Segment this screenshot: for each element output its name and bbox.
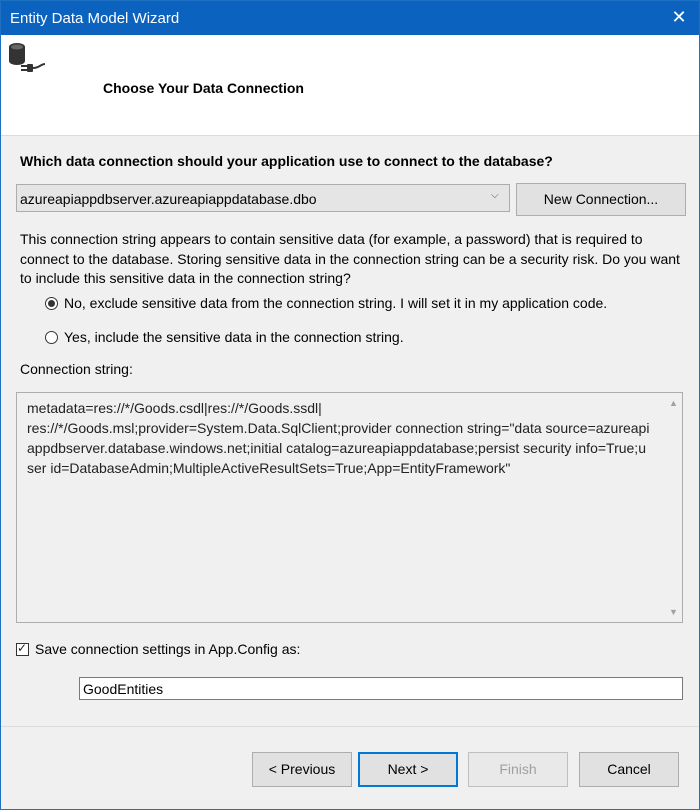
save-settings-label: Save connection settings in App.Config as:: [35, 641, 301, 657]
scroll-up-icon[interactable]: ▲: [669, 398, 678, 408]
save-settings-checkbox[interactable]: [16, 643, 29, 656]
finish-button[interactable]: [468, 752, 568, 787]
window-title: Entity Data Model Wizard: [10, 10, 180, 27]
scroll-down-icon[interactable]: ▼: [669, 607, 678, 617]
connection-string-label: Connection string:: [20, 361, 133, 377]
connection-question: Which data connection should your application use to connect to the database?: [20, 153, 553, 169]
cancel-button[interactable]: [579, 752, 679, 787]
new-connection-button[interactable]: [516, 183, 686, 216]
sensitive-data-warning: This connection string appears to contain sensitive data (for example, a password) that is required to connect to the database. Storing sensitive data in the connection string can be a security risk. Do you want to include this sensitive data in the connection string?: [20, 231, 680, 286]
cancel-label: Cancel: [607, 761, 651, 777]
new-connection-label: New Connection...: [543, 191, 659, 207]
include-sensitive-label: Yes, include the sensitive data in the connection string.: [64, 329, 404, 345]
radio-exclude[interactable]: [45, 297, 58, 310]
exclude-sensitive-label: No, exclude sensitive data from the connection string. I will set it in my application code.: [64, 295, 608, 311]
save-settings-option[interactable]: [16, 641, 300, 657]
include-sensitive-option[interactable]: [45, 327, 404, 347]
database-plug-icon: [5, 39, 49, 79]
connection-string-text: metadata=res://*/Goods.csdl|res://*/Goods.ssdl| res://*/Goods.msl;provider=System.Data.SqlClient;provider connection string="data source=azureapiappdbserver.database.windows.net;initial catalog=azureapiappdatabase;persist security info=True;user id=DatabaseAdmin;MultipleActiveResultSets=True;App=EntityFramework": [27, 400, 650, 476]
next-label: Next >: [387, 761, 429, 777]
previous-button[interactable]: [252, 752, 352, 787]
chevron-down-icon: ⌵: [491, 190, 499, 201]
close-icon[interactable]: ✕: [671, 7, 687, 27]
title-bar: [1, 1, 699, 35]
exclude-sensitive-option[interactable]: [45, 293, 607, 313]
connection-string-scrollbar[interactable]: [665, 393, 682, 622]
next-button[interactable]: [358, 752, 458, 787]
previous-label: < Previous: [268, 761, 336, 777]
page-heading: Choose Your Data Connection: [103, 80, 304, 96]
connection-string-box[interactable]: [16, 392, 683, 623]
footer-divider: [1, 726, 699, 727]
finish-label: Finish: [499, 761, 537, 777]
entities-name-input[interactable]: [79, 677, 683, 700]
wizard-header: [1, 35, 699, 135]
header-divider: [1, 135, 699, 136]
connection-select-value: azureapiappdbserver.azureapiappdatabase.dbo: [20, 191, 317, 207]
radio-include[interactable]: [45, 331, 58, 344]
connection-select[interactable]: [16, 184, 510, 212]
